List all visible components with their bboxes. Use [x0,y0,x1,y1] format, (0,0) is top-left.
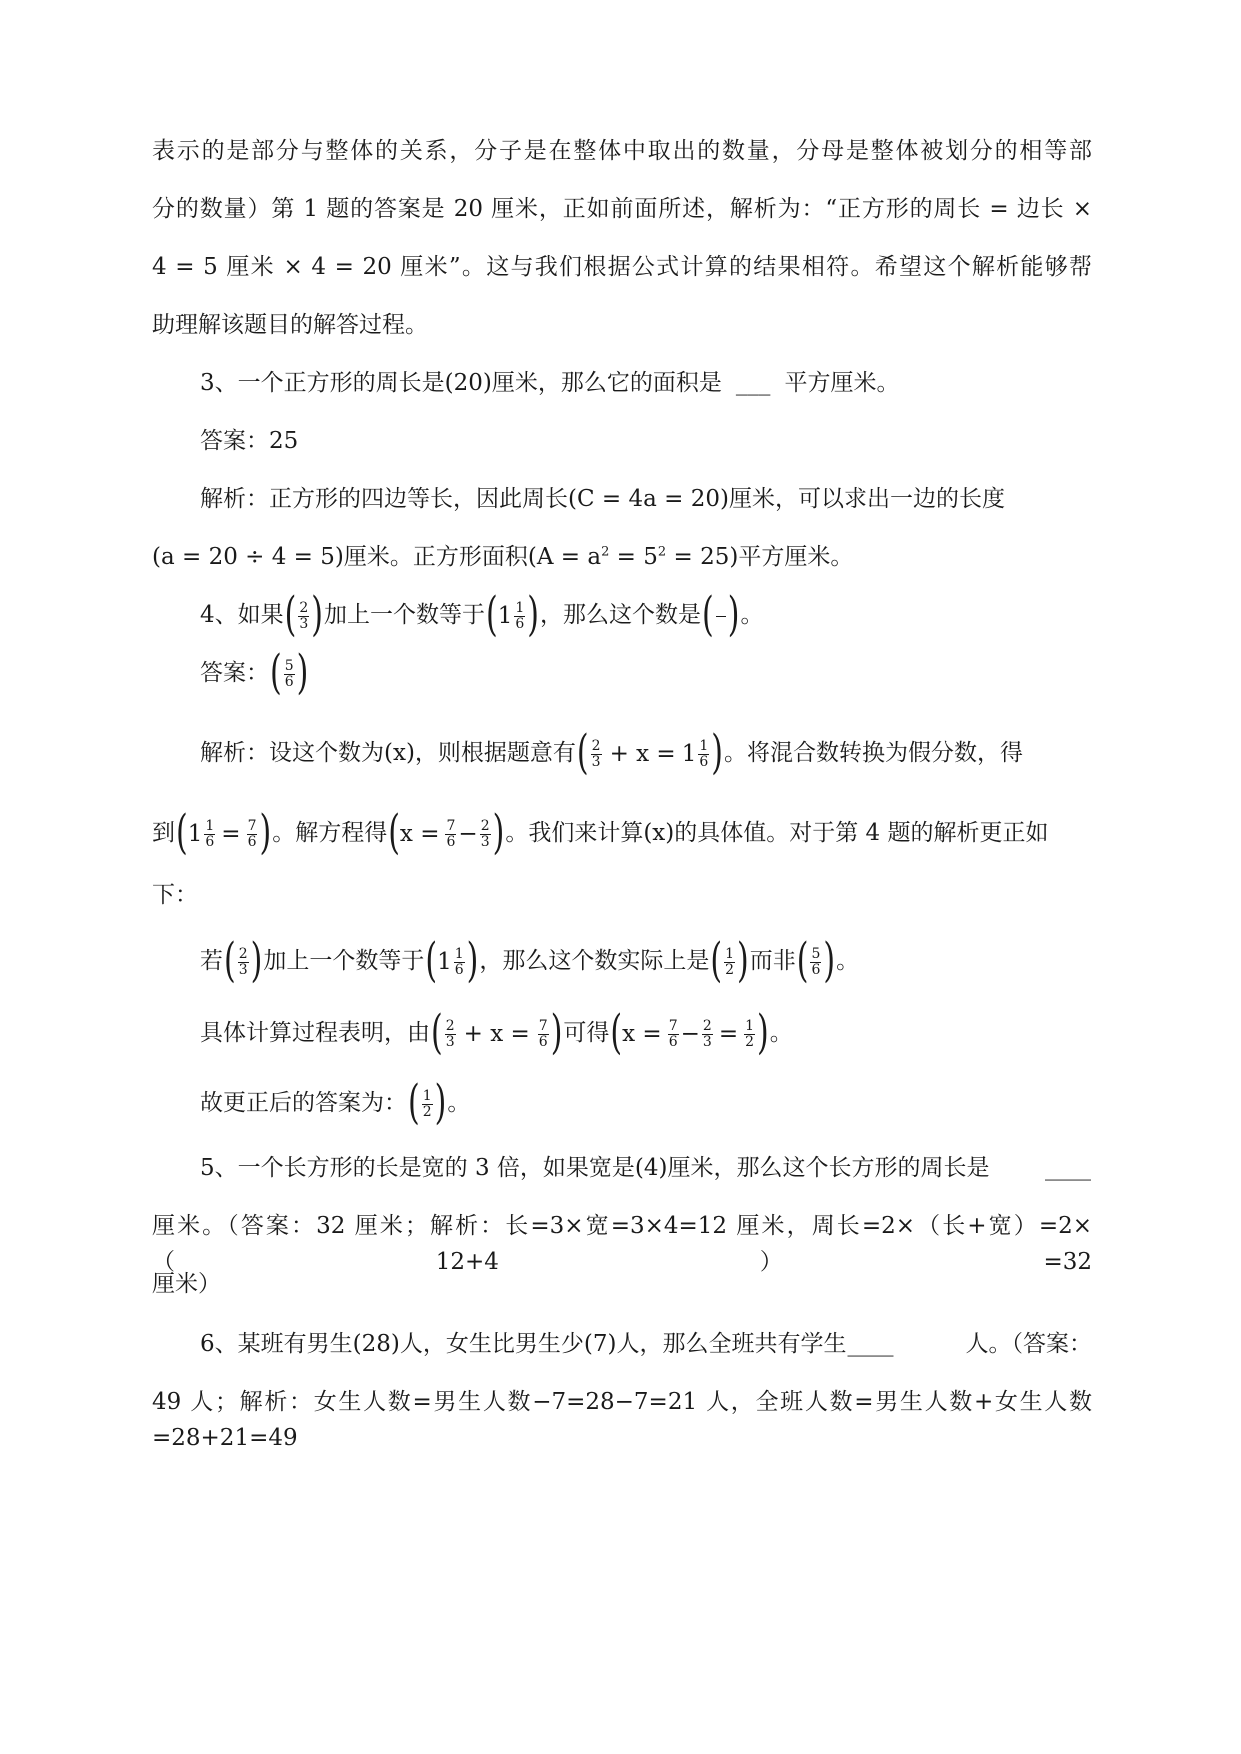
q6-line-1 [200,1326,1092,1362]
q4-analysis-1-post: 。将混合数转换为假分数，得 [723,740,1023,766]
paragraph-line-1: 表示的是部分与整体的关系，分子是在整体中取出的数量，分母是整体被划分的相等部 [152,138,1092,164]
q4-analysis-1-mid: ，则根据题意有 [414,740,576,766]
q4-corr-1-pre: 若 [200,948,223,974]
q4-corr-1-mid-3: 而非 [749,948,796,974]
q3-mid: 厘米，那么它的面积是 [491,370,722,396]
q3-question [200,365,899,401]
frac-num: 2 [591,737,601,754]
q4-analysis-3: 下： [152,882,198,908]
q6-line-2: 49 人；解析：女生人数=男生人数−7=28−7=21 人，全班人数=男生人数+女生人数=28+21=49 [152,1389,1092,1451]
frac-num: 2 [299,599,309,616]
q4-corr-3-pre: 故更正后的答案为： [200,1090,407,1116]
paragraph-line-3: 4 = 5 厘米 × 4 = 20 厘米”。这与我们根据公式计算的结果相符。希望这个解析能够帮 [152,254,1092,280]
q5-width-value: (4) [634,1155,668,1181]
q4-corr-1-mid-1: 加上一个数等于 [263,948,425,974]
q3-analysis-2-math-1: (a = 20 ÷ 4 = 5) [152,544,344,570]
q6-line-1-post: 人。（答案： [965,1331,1092,1357]
frac-num: 2 [445,1017,455,1034]
q6-line-1-mid: 人，女生比男生少 [399,1331,584,1357]
q5-line-1 [200,1150,1092,1186]
q3-suffix: 平方厘米。 [784,370,900,396]
corr-solution: ( x = $\frac{7}{6}$ − $\frac{2}{3}$ = $\frac{1}{2}$ ) [610,1006,769,1061]
q4-mid-1: 加上一个数等于 [324,602,485,628]
corr-equation: ( $\frac{2}{3}$ + x = $\frac{7}{6}$ ) [431,1006,563,1061]
q4-answer-frac-5-6: ( $\frac{5}{6}$ ) [270,646,309,701]
q5-line-1-pre: 5、一个长方形的长是宽的 3 倍，如果宽是 [200,1155,635,1181]
q4-analysis-2 [152,806,1049,861]
corr-frac-1-2: ( $\frac{1}{2}$ ) [710,934,749,989]
frac-num: 1 [454,945,464,962]
frac-num: 2 [702,1017,712,1034]
q4-analysis-2-post: 的具体值。对于第 4 题的解析更正如 [674,820,1049,846]
q4-corr-2-end: 。 [769,1020,793,1046]
frac-num: 5 [284,657,294,674]
q3-analysis-1-post: 厘米，可以求出一边的长度 [728,486,1005,512]
q3-area-sup-2: 2 [657,544,667,560]
q3-analysis-2-mid: 厘米。正方形面积 [343,544,528,570]
mixed-whole: 1 [497,603,513,629]
q3-analysis-1-pre: 解析：正方形的四边等长，因此周长 [200,486,568,512]
frac-num: 5 [811,945,821,962]
corr-frac-2-3: ( $\frac{2}{3}$ ) [224,934,263,989]
frac-num: 2 [480,817,490,834]
q4-corr-3-end: 。 [447,1090,471,1116]
frac-den: 3 [702,1033,712,1050]
q4-corr-1-mid-2: ，那么这个数实际上是 [479,948,710,974]
plus-x: + x = [463,1021,530,1047]
frac-den: 6 [446,833,456,850]
q6-boys-value: (28) [352,1331,400,1357]
q4-correction-2 [200,1006,793,1061]
frac-num: 7 [538,1017,548,1034]
q3-prefix: 3、一个正方形的周长是 [200,370,445,396]
paragraph-line-4: 助理解该题目的解答过程。 [152,312,428,338]
mixed-whole: 1 [437,949,452,975]
q4-plus-x: + x = [609,741,676,767]
q4-solve-x: ( x = $\frac{7}{6}$ − $\frac{2}{3}$ ) [388,806,505,861]
frac-den: 6 [668,1033,678,1050]
q4-correction-1 [200,934,860,989]
q4-answer-label: 答案： [200,660,269,686]
q3-area-a: (A = a [527,544,602,570]
q4-corr-2-mid: 可得 [563,1020,610,1046]
q4-mixed-to-improper: ( 1 $\frac{1}{6}$ = $\frac{7}{6}$ ) [176,806,272,861]
q4-mid-2: ，那么这个数是 [540,602,701,628]
frac-num: 1 [422,1087,432,1104]
q3-blank: ___ [735,370,771,396]
frac-num: 7 [446,817,456,834]
q6-line-1-pre: 6、某班有男生 [200,1331,353,1357]
q6-blank: ____ [847,1331,894,1357]
frac-den: 6 [699,753,709,770]
q4-question [200,588,764,643]
q4-analysis-1 [200,726,1023,781]
frac-den: 6 [247,833,257,850]
frac-den: 6 [284,673,294,690]
x-eq: x = [622,1021,662,1047]
frac-den: 6 [515,615,525,632]
q4-answer [200,646,309,701]
q6-line-1-mid-2: 人，那么全班共有学生 [616,1331,847,1357]
frac-den: 3 [591,753,601,770]
q4-analysis-2-mid: 。解方程得 [272,820,388,846]
q4-analysis-2-mid-2: 。我们来计算 [505,820,644,846]
frac-num: 1 [745,1017,755,1034]
q4-x: (x) [384,740,415,766]
q3-area-b: = 5 [609,544,658,570]
x-eq: x = [399,821,440,847]
frac-num: 1 [515,599,525,616]
q4-mixed-1-1-6: ( 1 $\frac{1}{6}$ ) [486,588,539,643]
q3-area-c: = 25) [666,544,739,570]
mixed-whole: 1 [681,741,697,767]
eq-sign: = [221,821,241,847]
frac-den: 3 [480,833,490,850]
q6-diff-value: (7) [583,1331,617,1357]
q4-x: (x) [643,820,675,846]
eq-sign: = [718,1021,739,1047]
q4-prefix: 4、如果 [200,602,284,628]
minus-sign: − [458,821,478,847]
frac-num: 7 [668,1017,678,1034]
q3-area-sup-1: 2 [601,544,610,560]
frac-den: 6 [205,833,215,850]
q4-correction-3 [200,1076,471,1131]
corr-mixed-1-1-6: ( 1 $\frac{1}{6}$ ) [425,934,479,989]
frac-den: 3 [445,1033,455,1050]
paragraph-line-2: 分的数量）第 1 题的答案是 20 厘米，正如前面所述，解析为：“正方形的周长 = 边长 × [152,196,1092,222]
frac-num: 1 [725,945,734,962]
frac-den: 3 [238,961,248,978]
q4-end: 。 [740,602,764,628]
q3-analysis-1 [200,481,1005,517]
q5-blank: ____ [1045,1155,1091,1181]
q4-corr-2-pre: 具体计算过程表明，由 [200,1020,430,1046]
frac-den: 2 [725,961,734,978]
frac-num: 1 [699,737,709,754]
q3-answer: 答案：25 [200,428,299,454]
corr-answer-frac-1-2: ( $\frac{1}{2}$ ) [408,1076,447,1131]
frac-den: 6 [538,1033,548,1050]
q3-analysis-1-math: (C = 4a = 20) [568,486,729,512]
q4-analysis-1-pre: 解析：设这个数为 [200,740,384,766]
frac-den: 2 [745,1033,755,1050]
q3-analysis-2-post: 平方厘米。 [738,544,854,570]
frac-den: 3 [299,615,309,632]
q3-value: (20) [444,370,492,396]
q3-analysis-2 [152,539,853,575]
frac-num: 1 [205,817,215,834]
frac-den: 2 [422,1103,432,1120]
frac-den: 6 [811,961,821,978]
frac-num: 2 [238,945,248,962]
q5-line-2: 厘米。（答案：32 厘米；解析：长=3×宽=3×4=12 厘米，周长=2×（长+宽）=2×（12+4）=32 [152,1213,1092,1275]
mixed-whole: 1 [187,821,203,847]
q5-line-3: 厘米） [152,1271,221,1297]
frac-den: 6 [454,961,464,978]
q4-blank-frac: ( ) [702,588,740,643]
q3-area-formula [528,544,738,570]
frac-num: 7 [247,817,257,834]
q4-frac-2-3: ( $\frac{2}{3}$ ) [284,588,323,643]
minus-sign: − [680,1021,700,1047]
corr-frac-5-6: ( $\frac{5}{6}$ ) [796,934,836,989]
q4-equation-1: ( $\frac{2}{3}$ + x = 1 $\frac{1}{6}$ ) [576,726,723,781]
q5-line-1-post: 厘米，那么这个长方形的周长是 [667,1155,990,1181]
q4-analysis-2-pre: 到 [152,820,175,846]
q4-corr-1-end: 。 [836,948,860,974]
